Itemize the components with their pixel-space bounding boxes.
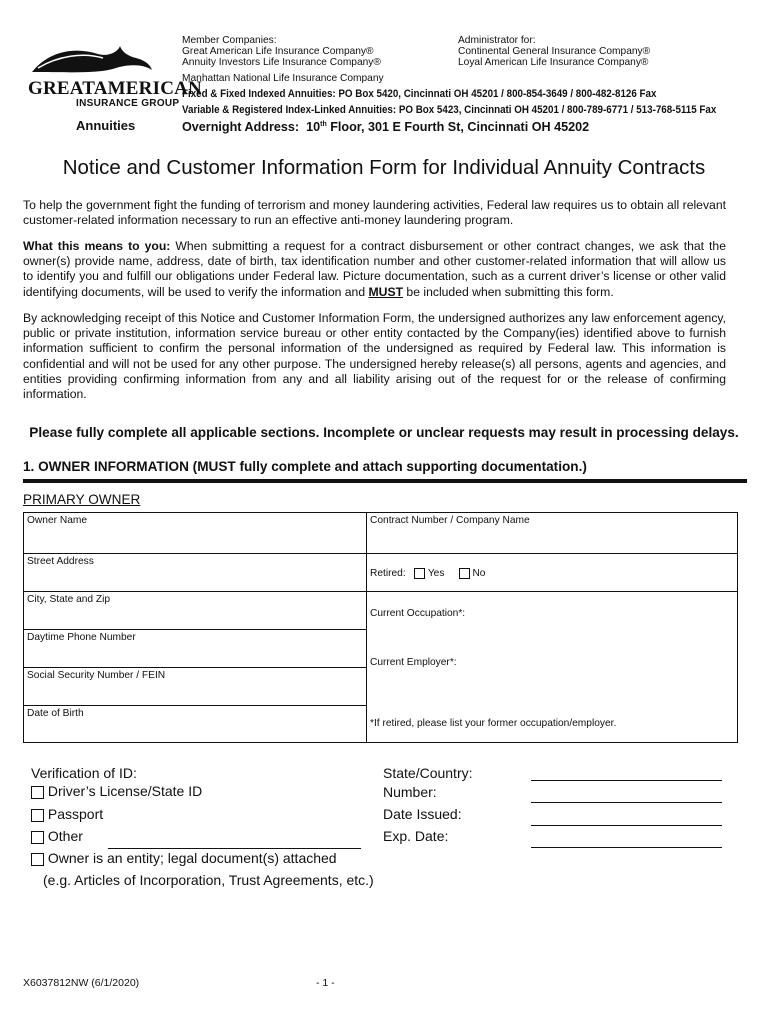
owner-info-table [23,512,738,743]
primary-owner-heading: PRIMARY OWNER [23,492,141,507]
retired-label: Retired: [370,568,406,580]
retired-row [370,568,485,579]
admin-heading: Administrator for: [458,35,536,46]
admin-company: Continental General Insurance Company® [458,46,651,57]
exp-date-input[interactable] [531,847,722,848]
street-address-field[interactable]: Street Address [27,556,94,567]
date-of-birth-field[interactable]: Date of Birth [27,708,84,719]
other-checkbox[interactable] [31,831,44,844]
retired-yes-checkbox[interactable] [414,568,425,579]
other-specify-line[interactable] [108,848,361,849]
entity-example: (e.g. Articles of Incorporation, Trust Agreements, etc.) [43,872,374,888]
city-state-zip-field[interactable]: City, State and Zip [27,594,111,605]
intro-paragraph: To help the government fight the funding of terrorism and money laundering activities, Federal law requires us to obtain all relevant customer-related information necessary to run an effective anti-money laundering program. [23,198,726,228]
passport-option[interactable]: Passport [31,806,103,822]
table-row-line [23,591,366,592]
eagle-logo-icon [28,42,158,82]
member-company: Annuity Investors Life Insurance Company® [182,57,381,68]
passport-checkbox[interactable] [31,809,44,822]
id-number-label: Number: [383,784,437,800]
current-occupation-field[interactable]: Current Occupation*: [370,608,466,619]
date-issued-label: Date Issued: [383,806,462,822]
current-employer-field[interactable]: Current Employer*: [370,657,457,668]
drivers-license-checkbox[interactable] [31,786,44,799]
retired-no-label: No [472,568,486,580]
member-company: Manhattan National Life Insurance Company [182,73,384,84]
authorization-paragraph: By acknowledging receipt of this Notice and Customer Information Form, the undersigned authorizes any law enforcement agency, public or private institution, information service bureau or other entity contacted by the Company(ies) identified above to furnish information sufficient to confirm the personal information of the undersigned as required by Federal law. This information is confidential and will not be used for any other purpose. The undersigned hereby release(s) all persons, agents and agencies, and entities providing confirming information from any and all liability arising out of the request for or the release of confirming information. [23,311,726,402]
page-number: - 1 - [316,977,335,989]
date-issued-input[interactable] [531,825,722,826]
section-divider [23,479,747,483]
member-heading: Member Companies: [182,35,277,46]
section-heading: 1. OWNER INFORMATION (MUST fully complete and attach supporting documentation.) [23,459,587,474]
drivers-license-option[interactable]: Driver’s License/State ID [31,783,202,799]
contract-number-field[interactable]: Contract Number / Company Name [370,515,530,526]
logo-brand: GREATAMERICAN [28,78,202,99]
verification-heading: Verification of ID: [31,765,137,781]
logo-group: INSURANCE GROUP [76,98,180,109]
admin-company: Loyal American Life Insurance Company® [458,57,649,68]
member-company: Great American Life Insurance Company® [182,46,374,57]
retired-yes-label: Yes [427,568,445,580]
state-country-input[interactable] [531,780,722,781]
retired-no-checkbox[interactable] [459,568,470,579]
retired-footnote: *If retired, please list your former occupation/employer. [370,718,617,729]
other-option[interactable]: Other [31,828,83,844]
exp-date-label: Exp. Date: [383,828,449,844]
logo-product: Annuities [76,118,136,133]
daytime-phone-field[interactable]: Daytime Phone Number [27,632,136,643]
page-title: Notice and Customer Information Form for Individual Annuity Contracts [62,156,706,179]
table-row-line [366,591,738,592]
ssn-fein-field[interactable]: Social Security Number / FEIN [27,670,166,681]
table-divider [366,512,367,743]
table-row-line [23,667,366,668]
table-row-line [366,553,738,554]
company-logo [22,42,202,134]
table-row-line [23,629,366,630]
what-this-means-paragraph: What this means to you: When submitting a request for a contract disbursement or other contract changes, we ask that the owner(s) provide name, address, date of birth, tax identification number and other customer-related information that will allow us to identify you and fulfill our obligations under Federal law. Picture documentation, such as a current driver’s license or other valid identifying documents, will be used to verify the information and MUST be included when submitting this form. [23,239,726,299]
id-number-input[interactable] [531,802,722,803]
table-row-line [23,553,366,554]
entity-checkbox[interactable] [31,853,44,866]
overnight-address: Overnight Address: 10th Floor, 301 E Fourth St, Cincinnati OH 45202 [182,120,590,134]
table-row-line [23,705,366,706]
completion-notice: Please fully complete all applicable sections. Incomplete or unclear requests may result in processing delays. [29,425,739,440]
form-id: X6037812NW (6/1/2020) [23,977,140,989]
fixed-annuities-address: Fixed & Fixed Indexed Annuities: PO Box 5420, Cincinnati OH 45201 / 800-854-3649 / 800-482-8126 Fax [182,88,657,100]
state-country-label: State/Country: [383,765,473,781]
variable-annuities-address: Variable & Registered Index-Linked Annuities: PO Box 5423, Cincinnati OH 45201 / 800-789-6771 / 513-768-5115 Fax [182,104,717,116]
owner-name-field[interactable]: Owner Name [27,515,88,526]
entity-option[interactable]: Owner is an entity; legal document(s) attached [31,850,337,866]
